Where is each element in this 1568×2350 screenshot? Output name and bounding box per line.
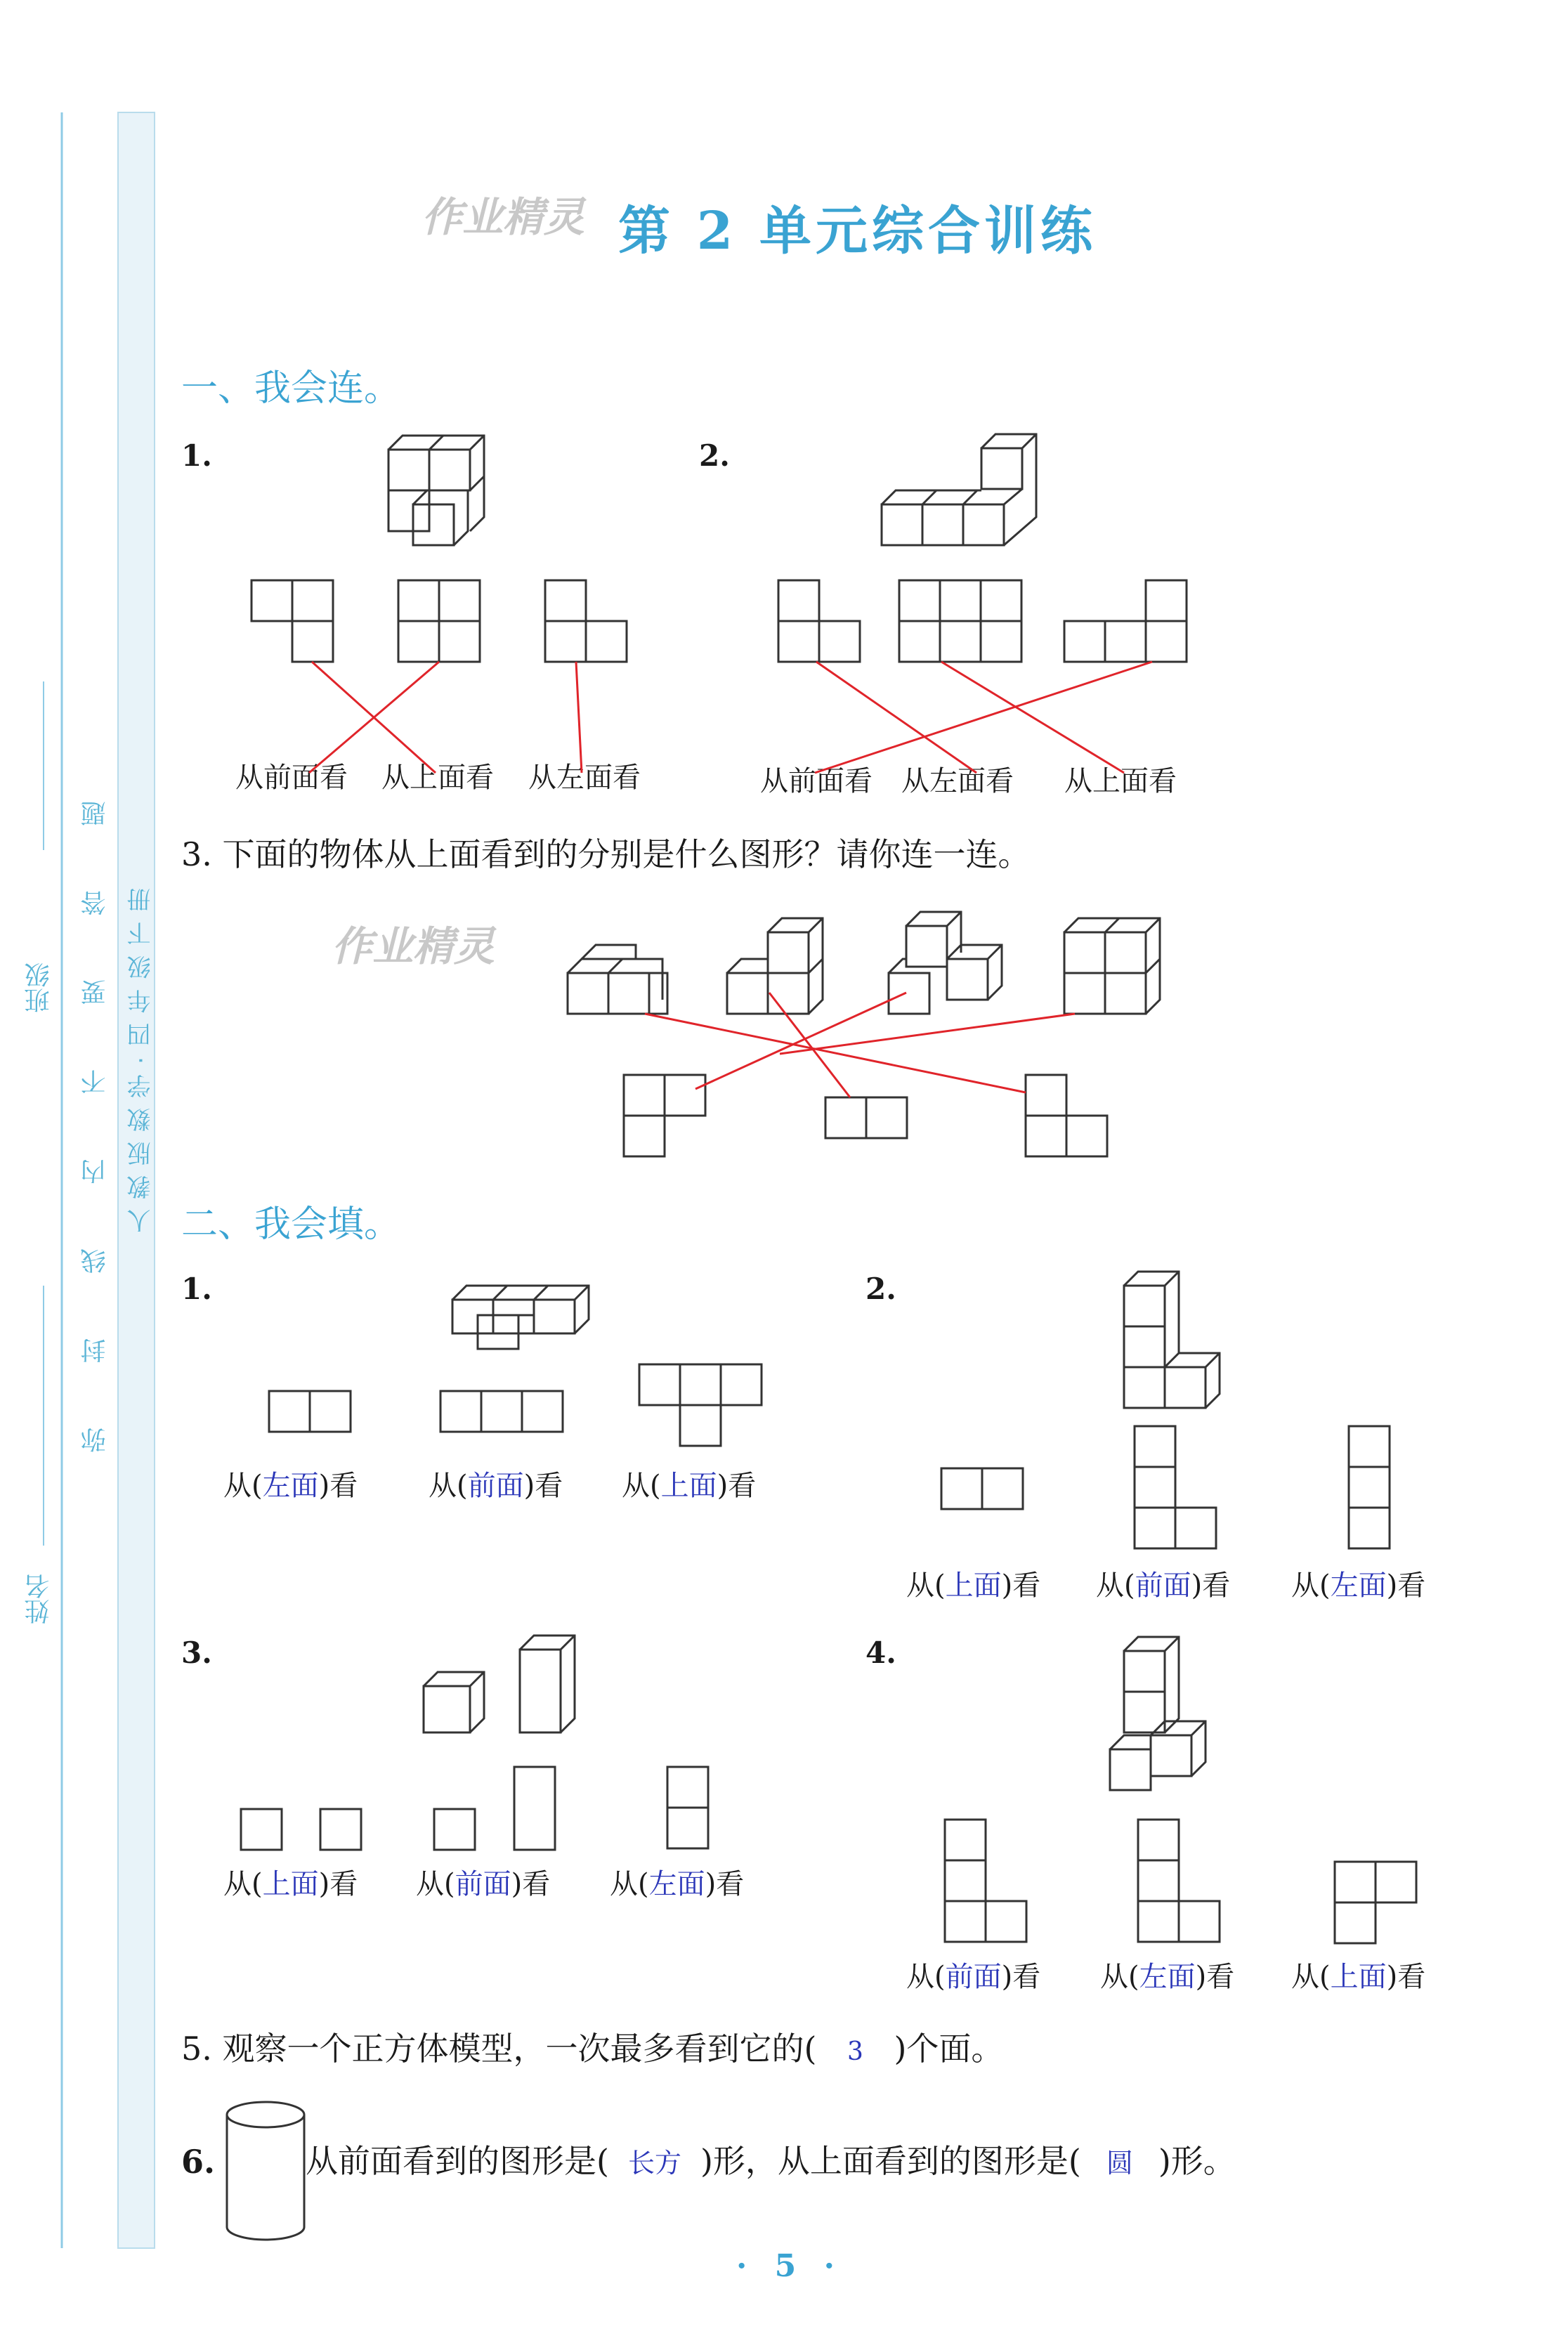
s2-q5-text: 5. 观察一个正方体模型，一次最多看到它的( 3 )个面。 <box>181 2030 1004 2068</box>
s1-q1-label-front: 从前面看 <box>235 762 348 794</box>
answer: 上面 <box>945 1569 1002 1602</box>
seal-line-text: 弥 封 线 内 不 要 答 题 <box>81 773 110 1454</box>
s2-q4-number: 4. <box>865 1636 896 1670</box>
answer: 前面 <box>455 1868 511 1900</box>
s2-q1-fill-1: 从(左面)看 <box>223 1470 358 1502</box>
answer: 上面 <box>660 1470 717 1502</box>
s2-q1-view-a <box>269 1391 351 1432</box>
s2-q1-solid <box>452 1286 589 1349</box>
book-info: 人教版数学·四年级下册 <box>127 878 155 1233</box>
answer: 左面 <box>1139 1961 1196 1993</box>
s1-q2-solid <box>882 434 1036 545</box>
s1-q3-text: 3. 下面的物体从上面看到的分别是什么图形？请你连一连。 <box>181 835 1031 873</box>
s2-q2-view-b <box>1135 1426 1216 1548</box>
s1-q1-label-top: 从上面看 <box>381 762 494 794</box>
s2-q2-fill-3: 从(左面)看 <box>1291 1569 1426 1602</box>
s2-q1-fill-3: 从(上面)看 <box>622 1470 757 1502</box>
page-number: · 5 · <box>736 2248 843 2284</box>
s1-q2-number: 2. <box>699 438 730 473</box>
answer: 前面 <box>467 1470 524 1502</box>
s1-q1-label-left: 从左面看 <box>528 762 641 794</box>
s2-q3-fill-1: 从(上面)看 <box>223 1868 358 1900</box>
answer: 3 <box>847 2037 863 2066</box>
s1-q2-label-top: 从上面看 <box>1064 765 1177 797</box>
s1-q3-view-b <box>825 1097 907 1138</box>
answer: 上面 <box>262 1868 319 1900</box>
s1-q1-view-c <box>545 580 627 662</box>
s2-q1-number: 1. <box>181 1272 212 1306</box>
answer: 前面 <box>945 1961 1002 1993</box>
answer: 左面 <box>1330 1569 1387 1602</box>
s2-q1-view-b <box>440 1391 563 1432</box>
s2-q3-fill-3: 从(左面)看 <box>610 1868 745 1900</box>
s2-q4-fill-2: 从(左面)看 <box>1100 1961 1235 1993</box>
s2-q6-number: 6. <box>181 2143 216 2181</box>
s2-q2-view-a <box>941 1468 1023 1509</box>
answer: 圆 <box>1106 2148 1133 2179</box>
answer: 上面 <box>1330 1961 1387 1993</box>
s1-q1-connect-lines <box>309 662 582 773</box>
s1-q1-view-b <box>398 580 480 662</box>
s1-q3-solid-4 <box>1064 918 1160 1014</box>
s1-q3-solid-3 <box>889 912 1002 1014</box>
s2-q2-number: 2. <box>865 1272 896 1306</box>
s1-q2-label-left: 从左面看 <box>901 765 1014 797</box>
s2-q1-view-c <box>639 1364 762 1446</box>
answer: 长方 <box>627 2148 681 2179</box>
answer: 前面 <box>1135 1569 1191 1602</box>
s1-q3-view-c <box>1026 1075 1107 1156</box>
s1-q2-label-front: 从前面看 <box>760 765 873 797</box>
s1-q3-connect-lines <box>645 993 1075 1097</box>
s1-q2-connect-lines <box>815 662 1152 773</box>
s2-q3-view-a <box>241 1809 361 1850</box>
s2-q4-view-c <box>1335 1862 1416 1943</box>
s2-q2-fill-2: 从(前面)看 <box>1096 1569 1231 1602</box>
watermark-2: 作业精灵 <box>332 922 495 970</box>
s2-q3-view-b <box>434 1767 555 1850</box>
s2-q2-fill-1: 从(上面)看 <box>906 1569 1041 1602</box>
s2-q4-fill-1: 从(前面)看 <box>906 1961 1041 1993</box>
s1-q3-view-a <box>624 1075 705 1156</box>
name-label: 姓名 <box>25 1574 53 1624</box>
s1-q1-number: 1. <box>181 438 212 473</box>
s2-q2-solid <box>1124 1272 1220 1408</box>
s1-q3-solid-1 <box>568 945 667 1014</box>
s2-q6-text: 从前面看到的图形是( 长方 )形，从上面看到的图形是( 圆 )形。 <box>306 2142 1236 2180</box>
s1-q1-solid <box>388 436 484 545</box>
section2-heading: 二、我会填。 <box>181 1203 401 1246</box>
s2-q3-view-c <box>667 1767 708 1848</box>
s1-q1-view-a <box>251 580 333 662</box>
s2-q2-view-c <box>1349 1426 1390 1548</box>
s2-q3-number: 3. <box>181 1636 212 1670</box>
s2-q4-solid <box>1110 1637 1206 1790</box>
s2-q3-fill-2: 从(前面)看 <box>416 1868 551 1900</box>
s2-q1-fill-2: 从(前面)看 <box>429 1470 563 1502</box>
s2-q4-fill-3: 从(上面)看 <box>1291 1961 1426 1993</box>
s1-q2-view-a <box>778 580 860 662</box>
class-label: 班级 <box>25 962 53 1013</box>
answer: 左面 <box>262 1470 319 1502</box>
answer: 左面 <box>648 1868 705 1900</box>
s2-q6-cylinder <box>227 2102 304 2240</box>
s1-q2-view-b <box>899 580 1021 662</box>
watermark: 作业精灵 <box>422 193 585 241</box>
s2-q4-view-b <box>1138 1820 1220 1942</box>
section1-heading: 一、我会连。 <box>181 367 401 410</box>
s2-q3-solid <box>424 1636 575 1732</box>
page-title: 第 2 单元综合训练 <box>618 201 1097 261</box>
s2-q4-view-a <box>945 1820 1026 1942</box>
s1-q2-view-c <box>1064 580 1187 662</box>
